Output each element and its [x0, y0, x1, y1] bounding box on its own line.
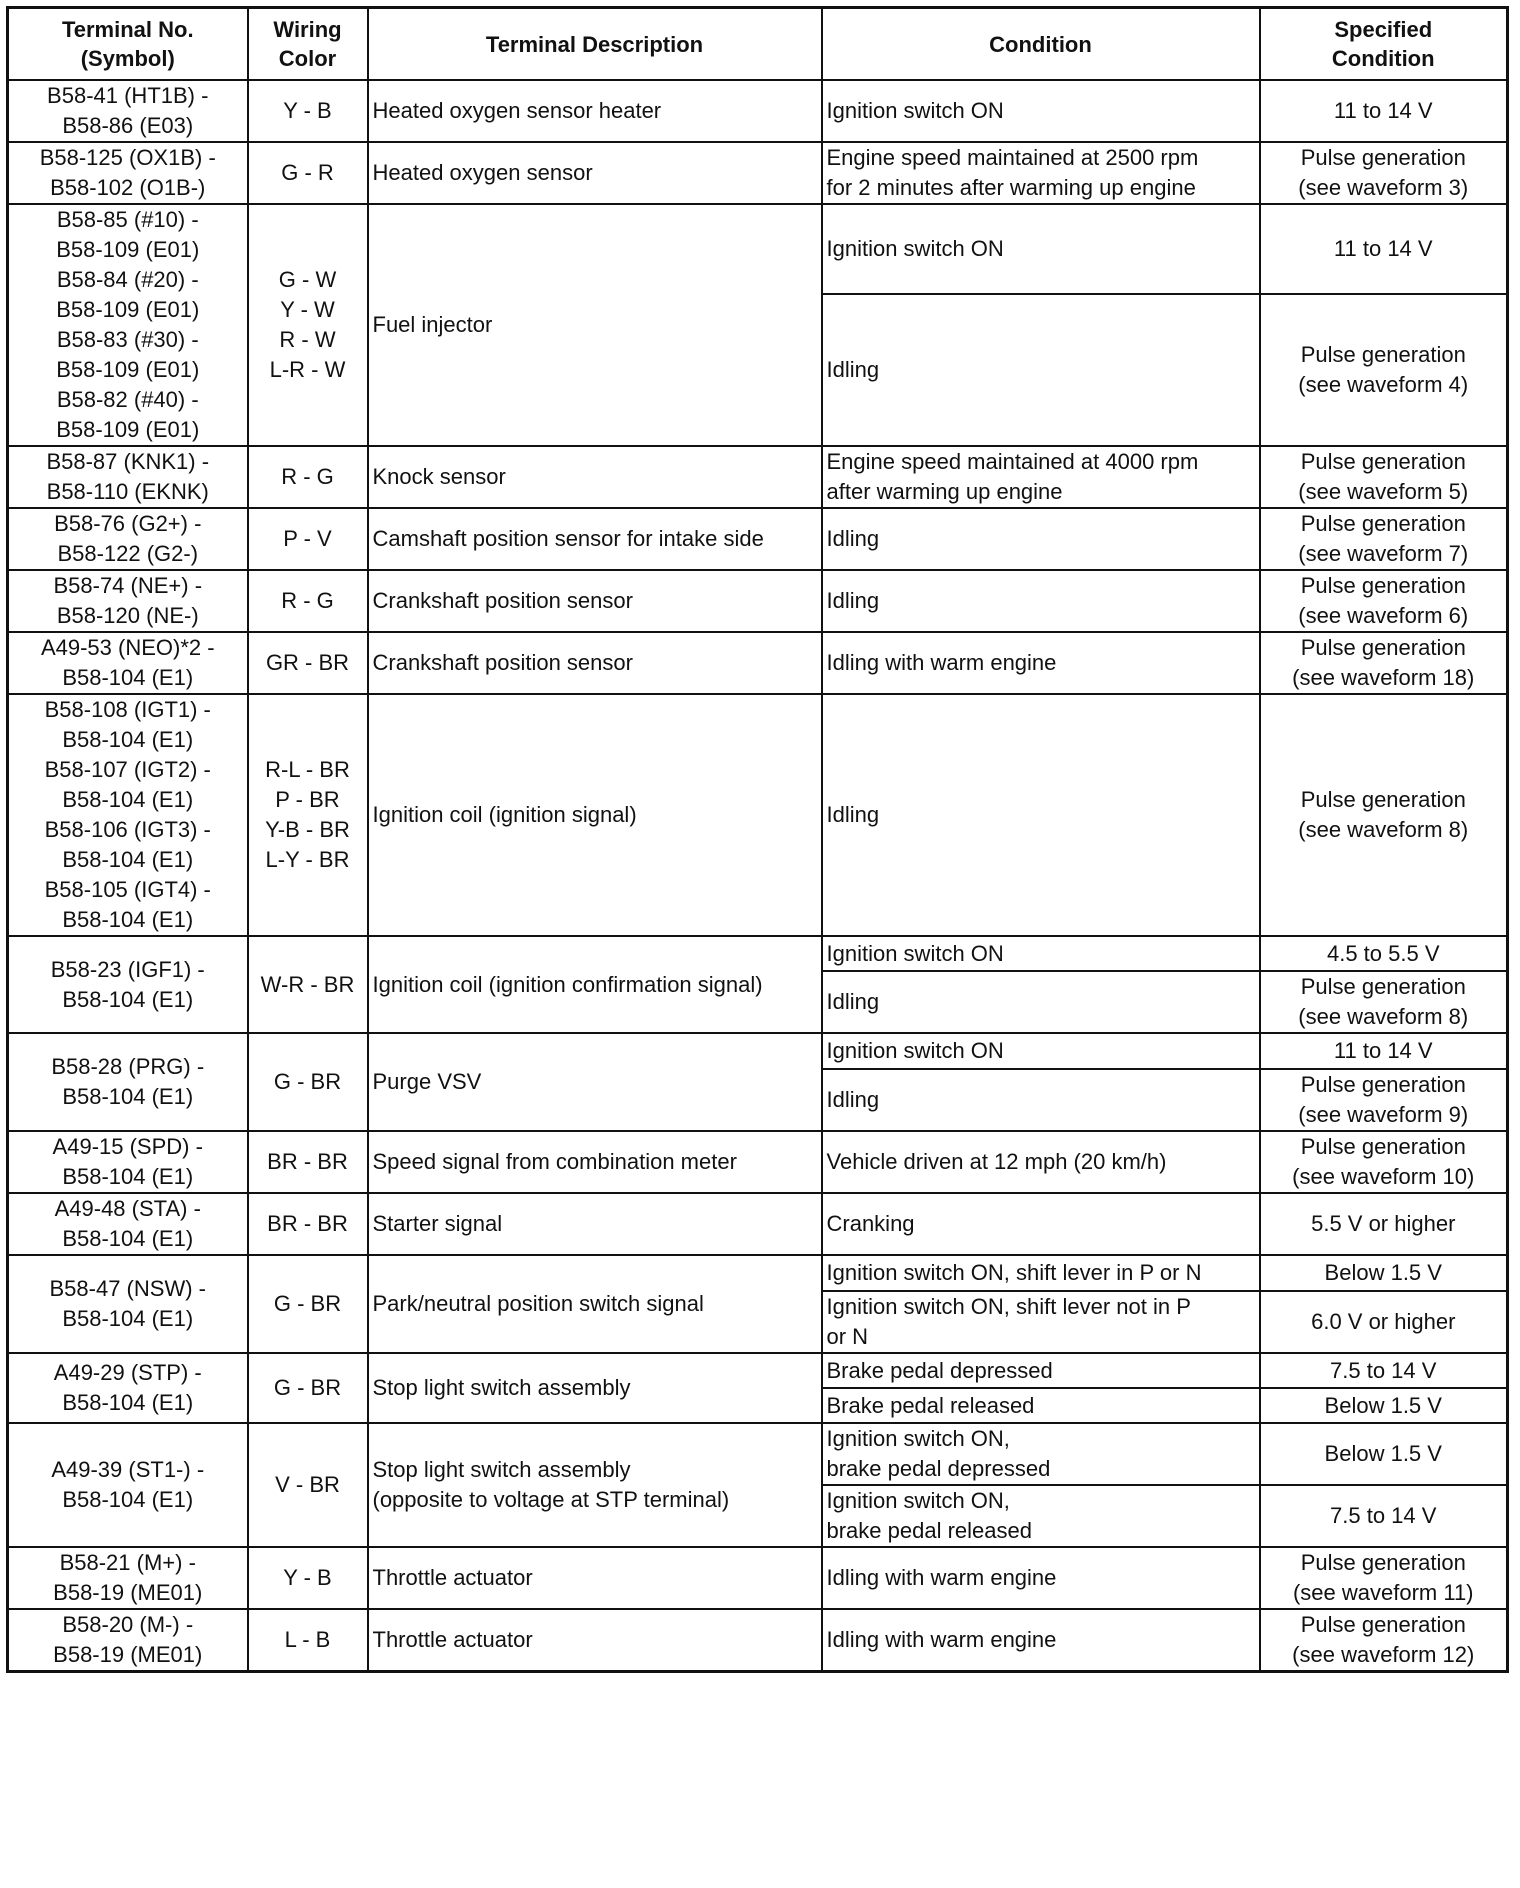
table-row	[8, 570, 1508, 632]
specified-cell: Below 1.5 V	[1260, 1388, 1508, 1423]
description-cell: Knock sensor	[368, 446, 822, 508]
wiring-color-cell: G - BR	[248, 1353, 368, 1423]
header-wiring: Wiring Color	[248, 8, 368, 81]
description-cell: Starter signal	[368, 1193, 822, 1255]
description-cell: Ignition coil (ignition confirmation signal)	[368, 936, 822, 1033]
specified-cell: 11 to 14 V	[1260, 204, 1508, 294]
condition-cell: Brake pedal released	[822, 1388, 1260, 1423]
condition-cell: Ignition switch ON, brake pedal released	[822, 1485, 1260, 1547]
specified-cell: 4.5 to 5.5 V	[1260, 936, 1508, 971]
description-cell: Throttle actuator	[368, 1609, 822, 1672]
condition-cell: Ignition switch ON, shift lever not in P or N	[822, 1291, 1260, 1353]
wiring-color-cell: G - R	[248, 142, 368, 204]
header-terminal: Terminal No. (Symbol)	[8, 8, 248, 81]
header-row	[8, 8, 1508, 81]
table-body	[8, 80, 1508, 1672]
table-row	[8, 1131, 1508, 1193]
specified-cell: Pulse generation (see waveform 10)	[1260, 1131, 1508, 1193]
wiring-color-cell: L - B	[248, 1609, 368, 1672]
specified-cell: Pulse generation (see waveform 9)	[1260, 1069, 1508, 1131]
wiring-color-cell: BR - BR	[248, 1193, 368, 1255]
condition-cell: Idling	[822, 570, 1260, 632]
table-row	[8, 694, 1508, 936]
condition-cell: Idling with warm engine	[822, 632, 1260, 694]
terminal-cell: B58-41 (HT1B) - B58-86 (E03)	[8, 80, 248, 142]
condition-cell: Ignition switch ON	[822, 80, 1260, 142]
condition-cell: Vehicle driven at 12 mph (20 km/h)	[822, 1131, 1260, 1193]
specified-cell: 7.5 to 14 V	[1260, 1485, 1508, 1547]
description-cell: Ignition coil (ignition signal)	[368, 694, 822, 936]
description-cell: Heated oxygen sensor	[368, 142, 822, 204]
table-row	[8, 1255, 1508, 1291]
description-cell: Crankshaft position sensor	[368, 570, 822, 632]
terminal-cell: B58-20 (M-) - B58-19 (ME01)	[8, 1609, 248, 1672]
description-cell: Camshaft position sensor for intake side	[368, 508, 822, 570]
condition-cell: Ignition switch ON	[822, 1033, 1260, 1069]
condition-cell: Ignition switch ON, shift lever in P or N	[822, 1255, 1260, 1291]
condition-cell: Ignition switch ON	[822, 936, 1260, 971]
table-row	[8, 1033, 1508, 1069]
description-cell: Purge VSV	[368, 1033, 822, 1131]
table-row	[8, 204, 1508, 294]
specified-cell: Pulse generation (see waveform 5)	[1260, 446, 1508, 508]
terminal-cell: A49-53 (NEO)*2 - B58-104 (E1)	[8, 632, 248, 694]
table-row	[8, 446, 1508, 508]
table-row	[8, 1609, 1508, 1672]
description-cell: Stop light switch assembly (opposite to voltage at STP terminal)	[368, 1423, 822, 1547]
terminal-cell: B58-125 (OX1B) - B58-102 (O1B-)	[8, 142, 248, 204]
specified-cell: 5.5 V or higher	[1260, 1193, 1508, 1255]
specified-cell: Pulse generation (see waveform 18)	[1260, 632, 1508, 694]
wiring-color-cell: P - V	[248, 508, 368, 570]
specified-cell: 11 to 14 V	[1260, 1033, 1508, 1069]
table-row	[8, 508, 1508, 570]
wiring-color-cell: G - BR	[248, 1033, 368, 1131]
condition-cell: Ignition switch ON	[822, 204, 1260, 294]
terminal-cell: B58-87 (KNK1) - B58-110 (EKNK)	[8, 446, 248, 508]
specified-cell: Pulse generation (see waveform 7)	[1260, 508, 1508, 570]
wiring-color-cell: G - W Y - W R - W L-R - W	[248, 204, 368, 446]
terminal-cell: B58-23 (IGF1) - B58-104 (E1)	[8, 936, 248, 1033]
header-description: Terminal Description	[368, 8, 822, 81]
table-row	[8, 80, 1508, 142]
specified-cell: Below 1.5 V	[1260, 1255, 1508, 1291]
description-cell: Crankshaft position sensor	[368, 632, 822, 694]
terminal-spec-table	[6, 6, 1509, 1673]
specified-cell: Below 1.5 V	[1260, 1423, 1508, 1485]
table-row	[8, 1423, 1508, 1485]
wiring-color-cell: R-L - BR P - BR Y-B - BR L-Y - BR	[248, 694, 368, 936]
table-row	[8, 1353, 1508, 1388]
specified-cell: Pulse generation (see waveform 12)	[1260, 1609, 1508, 1672]
wiring-color-cell: R - G	[248, 570, 368, 632]
terminal-cell: B58-85 (#10) - B58-109 (E01) B58-84 (#20) - B58-109 (E01) B58-83 (#30) - B58-109 (E01) B58-82 (#40) - B58-109 (E01)	[8, 204, 248, 446]
specified-cell: Pulse generation (see waveform 4)	[1260, 294, 1508, 446]
wiring-color-cell: V - BR	[248, 1423, 368, 1547]
condition-cell: Idling	[822, 294, 1260, 446]
wiring-color-cell: Y - B	[248, 80, 368, 142]
wiring-color-cell: R - G	[248, 446, 368, 508]
table-row	[8, 1193, 1508, 1255]
condition-cell: Idling with warm engine	[822, 1609, 1260, 1672]
specified-cell: Pulse generation (see waveform 3)	[1260, 142, 1508, 204]
specified-cell: 11 to 14 V	[1260, 80, 1508, 142]
condition-cell: Brake pedal depressed	[822, 1353, 1260, 1388]
specified-cell: 6.0 V or higher	[1260, 1291, 1508, 1353]
terminal-cell: B58-76 (G2+) - B58-122 (G2-)	[8, 508, 248, 570]
table-row	[8, 1547, 1508, 1609]
specified-cell: 7.5 to 14 V	[1260, 1353, 1508, 1388]
description-cell: Fuel injector	[368, 204, 822, 446]
condition-cell: Ignition switch ON, brake pedal depressed	[822, 1423, 1260, 1485]
wiring-color-cell: BR - BR	[248, 1131, 368, 1193]
terminal-cell: B58-47 (NSW) - B58-104 (E1)	[8, 1255, 248, 1353]
wiring-color-cell: Y - B	[248, 1547, 368, 1609]
condition-cell: Idling	[822, 508, 1260, 570]
description-cell: Stop light switch assembly	[368, 1353, 822, 1423]
condition-cell: Idling	[822, 1069, 1260, 1131]
description-cell: Heated oxygen sensor heater	[368, 80, 822, 142]
header-condition: Condition	[822, 8, 1260, 81]
header-specified: Specified Condition	[1260, 8, 1508, 81]
description-cell: Throttle actuator	[368, 1547, 822, 1609]
condition-cell: Idling	[822, 694, 1260, 936]
condition-cell: Cranking	[822, 1193, 1260, 1255]
condition-cell: Idling	[822, 971, 1260, 1033]
specified-cell: Pulse generation (see waveform 11)	[1260, 1547, 1508, 1609]
specified-cell: Pulse generation (see waveform 8)	[1260, 694, 1508, 936]
description-cell: Speed signal from combination meter	[368, 1131, 822, 1193]
terminal-cell: B58-28 (PRG) - B58-104 (E1)	[8, 1033, 248, 1131]
table-row	[8, 632, 1508, 694]
terminal-cell: B58-74 (NE+) - B58-120 (NE-)	[8, 570, 248, 632]
wiring-color-cell: W-R - BR	[248, 936, 368, 1033]
wiring-color-cell: G - BR	[248, 1255, 368, 1353]
wiring-color-cell: GR - BR	[248, 632, 368, 694]
terminal-cell: A49-39 (ST1-) - B58-104 (E1)	[8, 1423, 248, 1547]
condition-cell: Engine speed maintained at 4000 rpm after warming up engine	[822, 446, 1260, 508]
specified-cell: Pulse generation (see waveform 8)	[1260, 971, 1508, 1033]
terminal-cell: A49-48 (STA) - B58-104 (E1)	[8, 1193, 248, 1255]
specified-cell: Pulse generation (see waveform 6)	[1260, 570, 1508, 632]
terminal-cell: B58-108 (IGT1) - B58-104 (E1) B58-107 (IGT2) - B58-104 (E1) B58-106 (IGT3) - B58-104 (E1) B58-105 (IGT4) - B58-104 (E1)	[8, 694, 248, 936]
table-row	[8, 142, 1508, 204]
terminal-cell: B58-21 (M+) - B58-19 (ME01)	[8, 1547, 248, 1609]
terminal-cell: A49-29 (STP) - B58-104 (E1)	[8, 1353, 248, 1423]
condition-cell: Idling with warm engine	[822, 1547, 1260, 1609]
condition-cell: Engine speed maintained at 2500 rpm for 2 minutes after warming up engine	[822, 142, 1260, 204]
terminal-cell: A49-15 (SPD) - B58-104 (E1)	[8, 1131, 248, 1193]
table-row	[8, 936, 1508, 971]
description-cell: Park/neutral position switch signal	[368, 1255, 822, 1353]
